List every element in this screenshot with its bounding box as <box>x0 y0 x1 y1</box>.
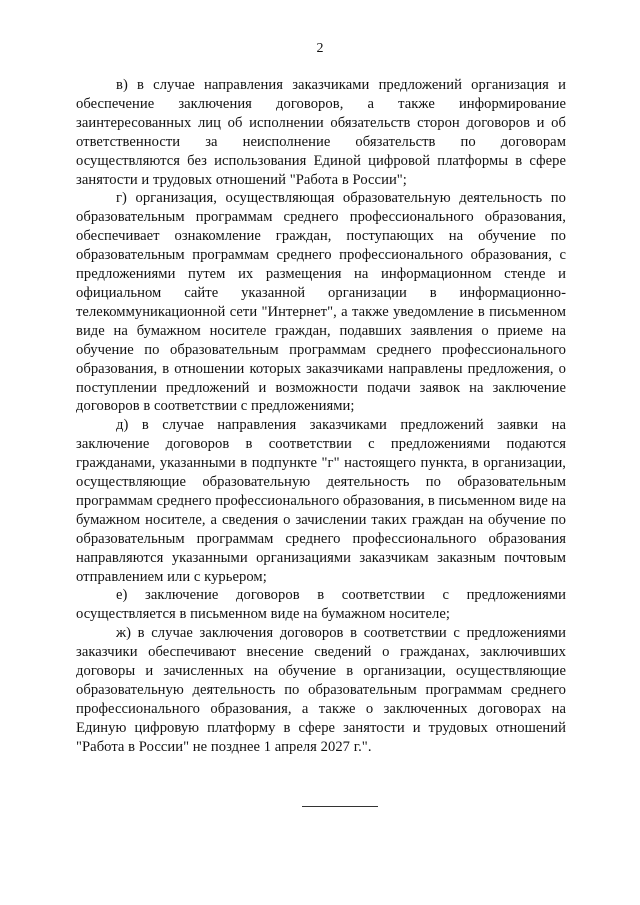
paragraph-e: е) заключение договоров в соответствии с предложениями осуществляется в письменном виде на бумажном носителе; <box>76 587 566 623</box>
paragraph-zh: ж) в случае заключения договоров в соответствии с предложениями заказчики обеспечивают внесение сведений о гражданах, заключивших договоры и зачисленных на обучение в организации, осуществляющие образовательную деятельность по образовательным программам среднего профессионального образования, а также о заключенных договорах на Единую цифровую платформу в сфере занятости и трудовых отношений "Работа в России" не позднее 1 апреля 2027 г.". <box>76 625 566 755</box>
document-body <box>76 76 566 757</box>
end-separator-line <box>302 806 378 807</box>
paragraph-v: в) в случае направления заказчиками предложений организация и обеспечение заключения договоров, а также информирование заинтересованных лиц об исполнении обязательств сторон договоров и об ответственности за неисполнение обязательств по договорам осуществляются без использования Единой цифровой платформы в сфере занятости и трудовых отношений "Работа в России"; <box>76 77 566 188</box>
page-number: 2 <box>316 41 324 56</box>
paragraph-g: г) организация, осуществляющая образовательную деятельность по образовательным программам среднего профессионального образования, обеспечивает ознакомление граждан, поступающих на обучение по образовательным программам среднего профессионального образования, с предложениями путем их размещения на информационном стенде и официальном сайте указанной организации в информационно-телекоммуникационной сети "Интернет", а также уведомление в письменном виде на бумажном носителе граждан, подавших заявления о приеме на обучение по образовательным программам среднего профессионального образования, в отношении которых заказчиками направлены предложения, о поступлении предложений и возможности подачи заявок на заключение договоров в соответствии с предложениями; <box>76 190 566 415</box>
paragraph-d: д) в случае направления заказчиками предложений заявки на заключение договоров в соответствии с предложениями подаются гражданами, указанными в подпункте "г" настоящего пункта, в организации, осуществляющие образовательную деятельность по образовательным программам среднего профессионального образования, в письменном виде на бумажном носителе, а сведения о зачислении таких граждан на обучение по образовательным программам среднего профессионального образования направляются указанными организациями заказчикам заказным почтовым отправлением или с курьером; <box>76 417 566 585</box>
